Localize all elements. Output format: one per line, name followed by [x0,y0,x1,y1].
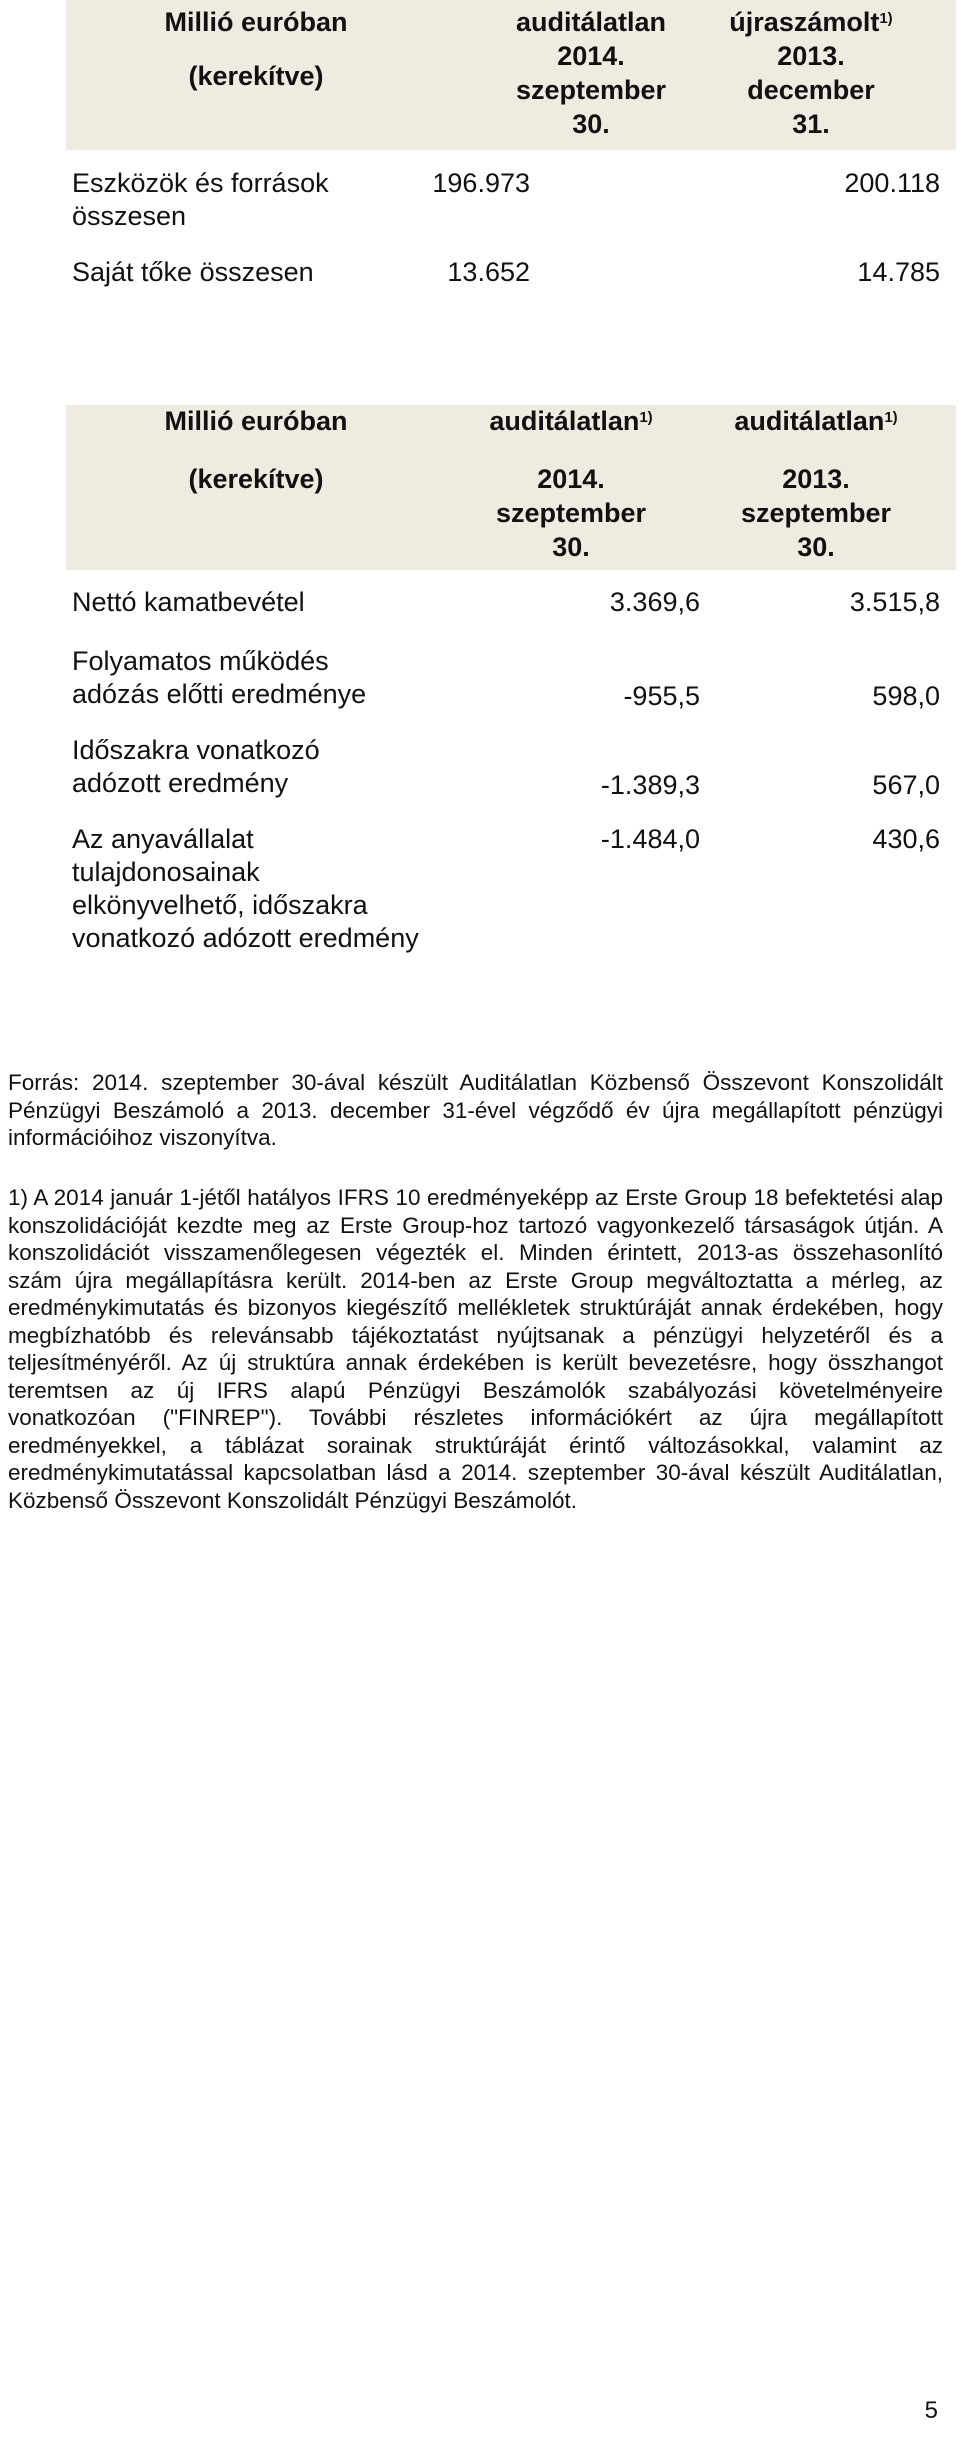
row-value-2013: 567,0 [872,770,940,800]
header-rounding-label: (kerekítve) [188,464,324,494]
header-col2-day: 30. [797,532,835,562]
header-col1-day: 30. [572,109,610,139]
row-label: Saját tőke összesen [72,257,314,287]
row-value-2013: 430,6 [872,824,940,854]
income-table-header [66,405,956,570]
row-label: Eszközök és források összesen [72,168,329,231]
row-label: Folyamatos működés adózás előtti eredménye [72,646,367,709]
row-label: Az anyavállalat tulajdonosainak elkönyvelhető, időszakra vonatkozó adózott eredmény [72,824,419,953]
row-value-2014: 13.652 [447,257,530,287]
header-rounding-label: (kerekítve) [188,61,324,91]
footnote: 1) A 2014 január 1-jétől hatályos IFRS 10 eredményeképp az Erste Group 18 befektetési alap konszolidációját kezdte meg az Erste Group-hoz tartozó vagyonkezelő társaságok útján. A konszolidációt visszamenőlegesen végezték el. Minden érintett, 2013-as összehasonlító szám újra megállapításra került. 2014-ben az Erste Group megváltoztatta a mérleg, az eredménykimutatás és bizonyos kiegészítő mellékletek struktúráját annak érdekében, hogy megbízhatóbb és relevánsabb tájékoztatást nyújtsanak a pénzügyi helyzetéről és a teljesítményéről. Az új struktúra annak érdekében is került bevezetésre, hogy összhangot teremtsen az új IFRS alapú Pénzügyi Beszámolók szabályozási követelményeire vonatkozóan ("FINREP"). További részletes információkért az újra megállapított eredményekkel, a táblázat sorainak struktúráját érintő változásokkal, valamint az eredménykimutatással kapcsolatban lásd a 2014. szeptember 30-ával készült Auditálatlan, Közbenső Összevont Konszolidált Pénzügyi Beszámolót. [8,1185,943,1513]
header-col2-status: auditálatlan$^{1)}$ [734,406,898,436]
row-value-2013: 200.118 [844,168,940,198]
row-value-2014: -955,5 [623,681,700,711]
header-col1-day: 30. [552,532,590,562]
header-col1-year: 2014. [537,464,605,494]
header-col2-year: 2013. [777,41,845,71]
source-note: Forrás: 2014. szeptember 30-ával készült Auditálatlan Közbenső Összevont Konszolidált Pénzügyi Beszámoló a 2013. december 31-ével végződő év újra megállapított pénzügyi információihoz viszonyítva. [8,1070,943,1150]
row-value-2014: -1.484,0 [600,824,700,854]
header-col2-day: 31. [792,109,830,139]
header-unit-label: Millió euróban [164,7,348,37]
header-unit-label: Millió euróban [164,406,348,436]
row-value-2014: 196.973 [432,168,530,198]
row-label: Időszakra vonatkozó adózott eredmény [72,735,320,798]
header-col2-status: újraszámolt$^{1)}$ [729,7,893,37]
row-value-2013: 3.515,8 [849,587,940,617]
header-col1-month: szeptember [515,75,667,105]
row-value-2014: 3.369,6 [609,587,700,617]
row-value-2013: 14.785 [857,257,940,287]
header-col2-year: 2013. [782,464,850,494]
header-col1-status: auditálatlan [515,7,667,37]
header-col2-month: szeptember [740,498,892,528]
row-value-2013: 598,0 [872,681,940,711]
balance-table-header [66,0,956,150]
header-col1-month: szeptember [495,498,647,528]
header-col1-year: 2014. [557,41,625,71]
page-number: 5 [924,2397,938,2424]
row-label: Nettó kamatbevétel [72,587,305,617]
row-value-2014: -1.389,3 [600,770,700,800]
header-col2-month: december [747,75,875,105]
header-col1-status: auditálatlan$^{1)}$ [489,406,653,436]
